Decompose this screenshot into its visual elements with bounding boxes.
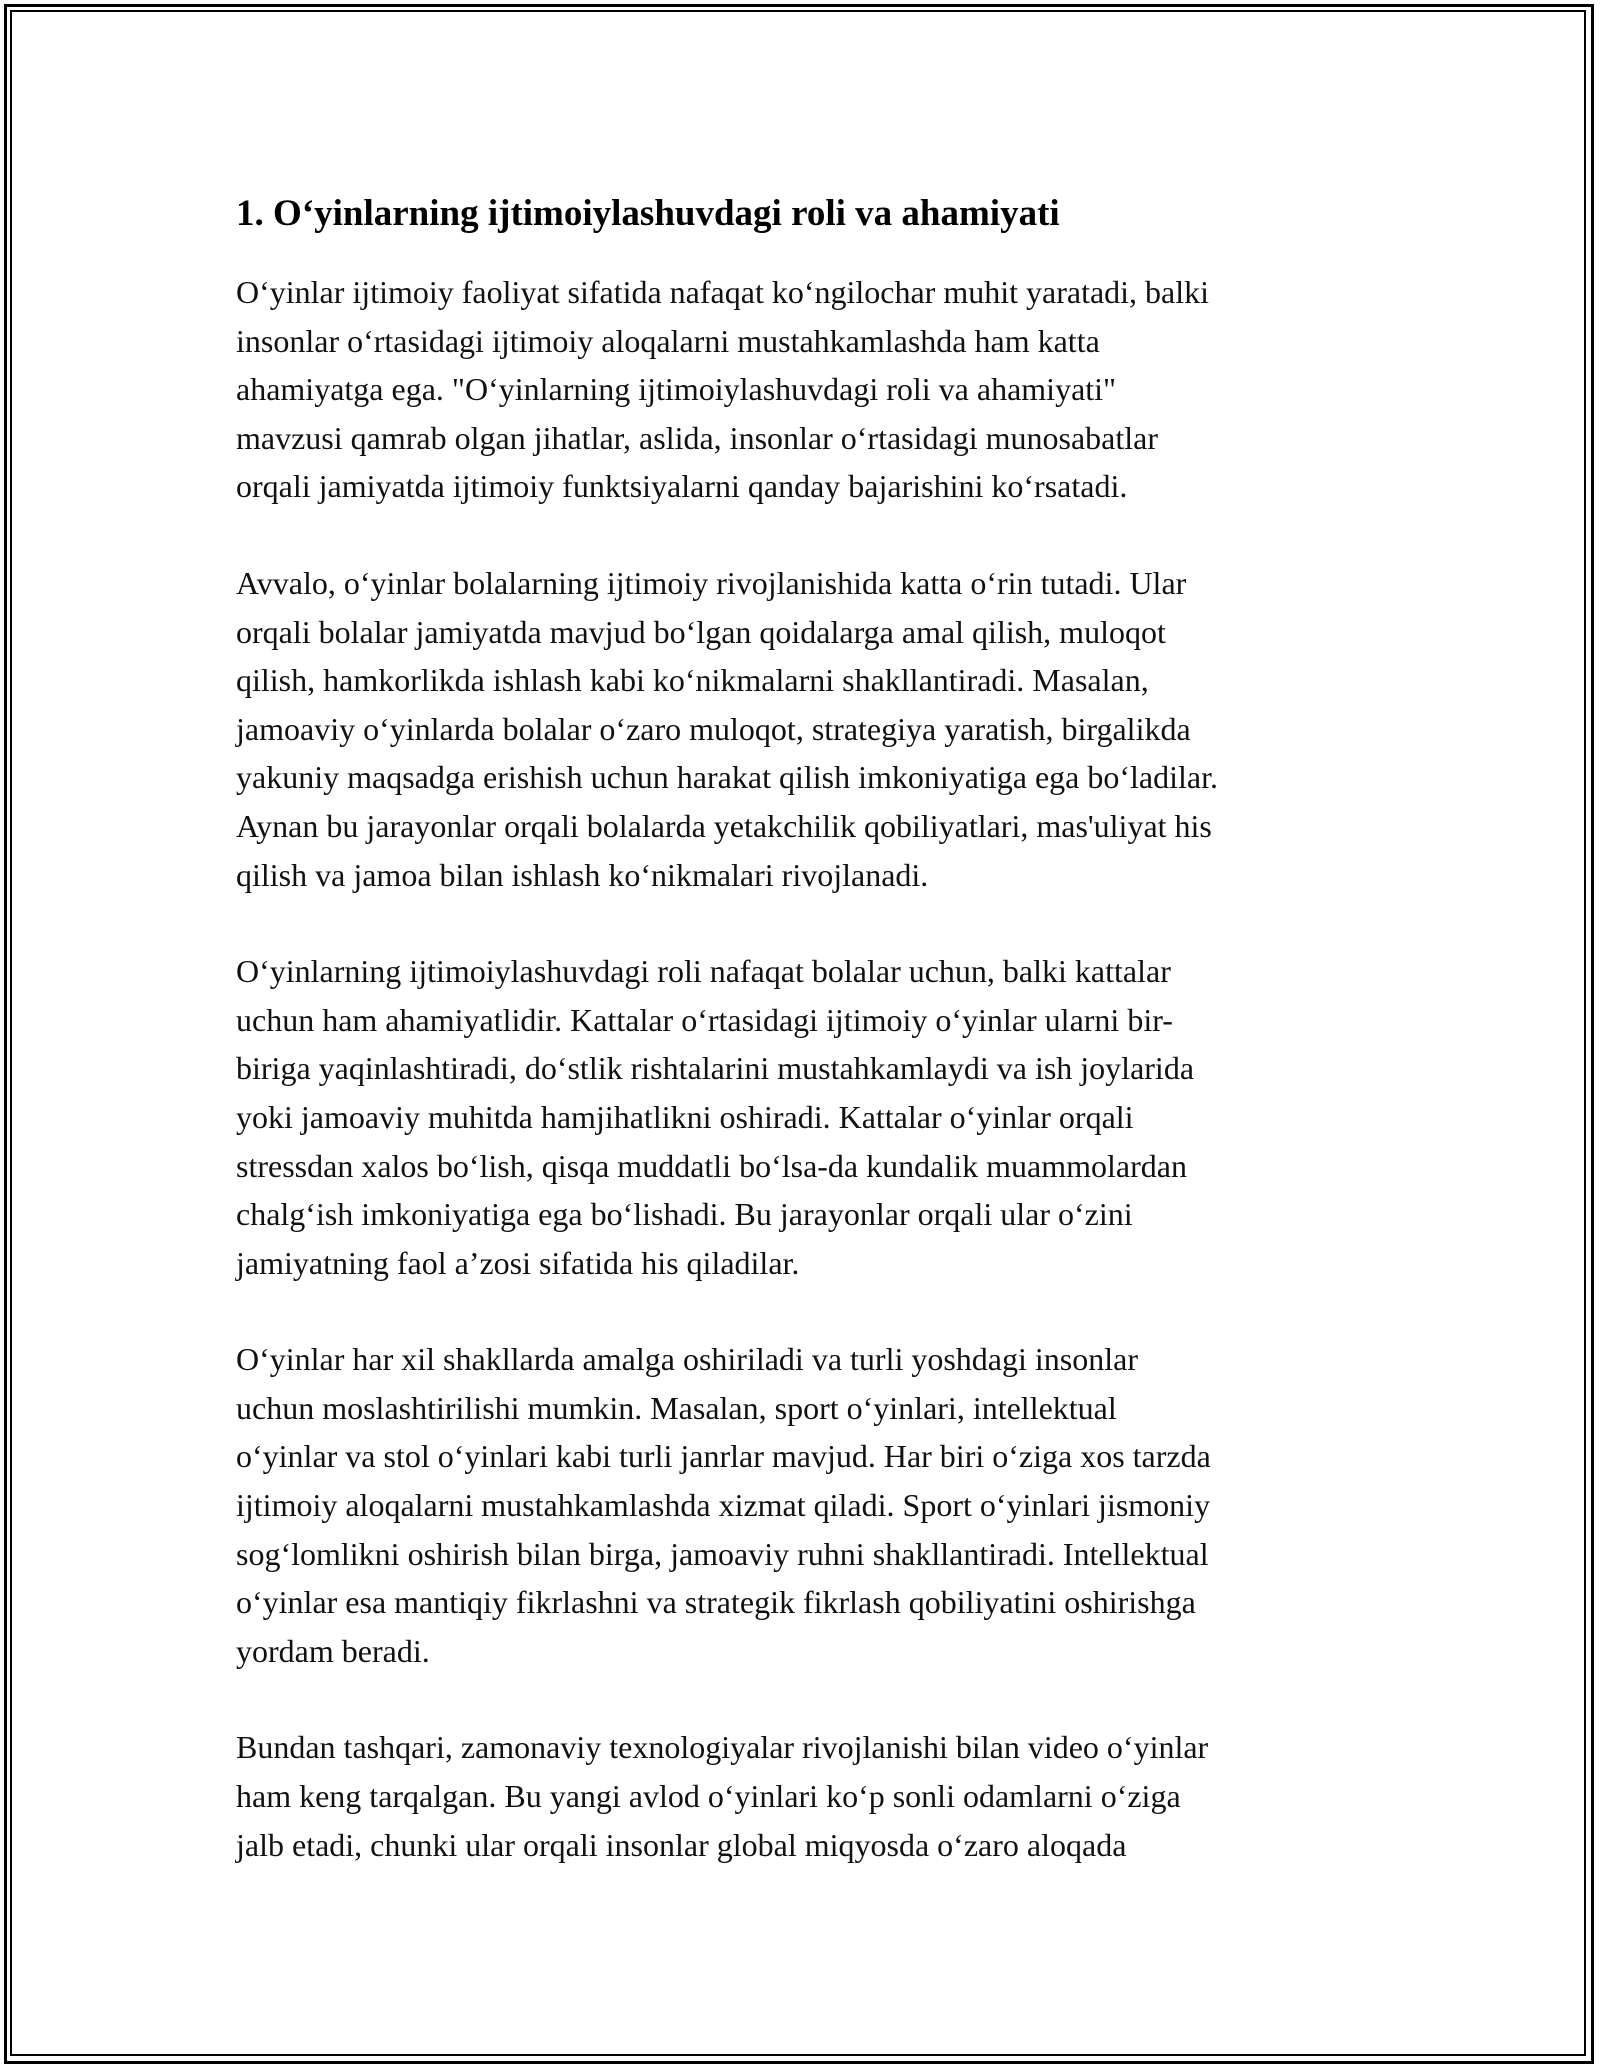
paragraph-1: O‘yinlar ijtimoiy faoliyat sifatida nafaqat ko‘ngilochar muhit yaratadi, balki insonlar o‘rtasidagi ijtimoiy aloqalarni mustahkamlashda ham katta ahamiyatga ega. "O‘yinlarning ijtimoiylashuvdagi roli va ahamiyati" mavzusi qamrab olgan jihatlar, aslida, insonlar o‘rtasidagi munosabatlar orqali jamiyatda ijtimoiy funktsiyalarni qanday bajarishini ko‘rsatadi. [236, 274, 1210, 505]
paragraph-3: O‘yinlarning ijtimoiylashuvdagi roli nafaqat bolalar uchun, balki kattalar uchun ham ahamiyatlidir. Kattalar o‘rtasidagi ijtimoiy o‘yinlar ularni bir- biriga yaqinlashtiradi, do‘stlik rishtalarini mustahkamlaydi va ish joylarida yoki jamoaviy muhitda hamjihatlikni oshiradi. Kattalar o‘yinlar orqali stressdan xalos bo‘lish, qisqa muddatli bo‘lsa-da kundalik muammolardan chalg‘ish imkoniyatiga ega bo‘lishadi. Bu jarayonlar orqali ular o‘zini jamiyatning faol a’zosi sifatida his qiladilar. [236, 953, 1195, 1281]
paragraph-2: Avvalo, o‘yinlar bolalarning ijtimoiy rivojlanishida katta o‘rin tutadi. Ular orqali bolalar jamiyatda mavjud bo‘lgan qoidalarga amal qilish, muloqot qilish, hamkorlikda ishlash kabi ko‘nikmalarni shakllantiradi. Masalan, jamoaviy o‘yinlarda bolalar o‘zaro muloqot, strategiya yaratish, birgalikda yakuniy maqsadga erishish uchun harakat qilish imkoniyatiga ega bo‘ladilar. Aynan bu jarayonlar orqali bolalarda yetakchilik qobiliyatlari, mas'uliyat his qilish va jamoa bilan ishlash ko‘nikmalari rivojlanadi. [236, 564, 1218, 893]
paragraph-4: O‘yinlar har xil shakllarda amalga oshiriladi va turli yoshdagi insonlar uchun moslashtirilishi mumkin. Masalan, sport o‘yinlari, intellektual o‘yinlar va stol o‘yinlari kabi turli janrlar mavjud. Har biri o‘ziga xos tarzda ijtimoiy aloqalarni mustahkamlashda xizmat qiladi. Sport o‘yinlari jismoniy sog‘lomlikni oshirish bilan birga, jamoaviy ruhni shakllantiradi. Intellektual o‘yinlar esa mantiqiy fikrlashni va strategik fikrlash qobiliyatini oshirishga yordam beradi. [236, 1341, 1211, 1669]
paragraph-5: Bundan tashqari, zamonaviy texnologiyalar rivojlanishi bilan video o‘yinlar ham keng tarqalgan. Bu yangi avlod o‘yinlari ko‘p sonli odamlarni o‘ziga jalb etadi, chunki ular orqali insonlar global miqyosda o‘zaro aloqada [236, 1729, 1209, 1863]
section-heading: 1. O‘yinlarning ijtimoiylashuvdagi roli va ahamiyati [236, 193, 1060, 234]
document-body [236, 186, 1366, 1917]
